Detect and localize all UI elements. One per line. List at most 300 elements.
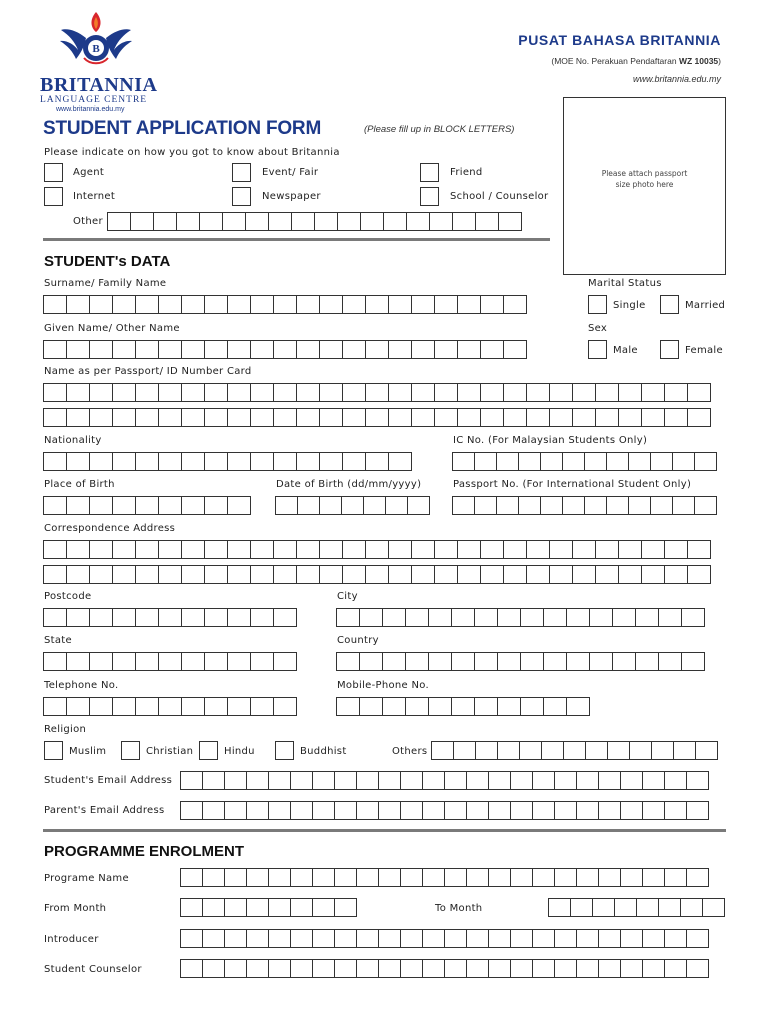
char-box[interactable]: [411, 383, 435, 402]
char-box[interactable]: [466, 801, 489, 820]
char-box[interactable]: [566, 608, 590, 627]
char-box[interactable]: [431, 741, 454, 760]
char-box[interactable]: [130, 212, 154, 231]
char-box[interactable]: [681, 652, 705, 671]
char-box[interactable]: [570, 898, 593, 917]
char-box[interactable]: [554, 801, 577, 820]
char-box[interactable]: [112, 383, 136, 402]
char-box[interactable]: [686, 801, 709, 820]
country-input[interactable]: [336, 652, 704, 671]
char-box[interactable]: [405, 652, 429, 671]
char-box[interactable]: [687, 540, 711, 559]
char-box[interactable]: [66, 340, 90, 359]
char-box[interactable]: [664, 959, 687, 978]
char-box[interactable]: [532, 801, 555, 820]
char-box[interactable]: [224, 801, 247, 820]
char-box[interactable]: [532, 959, 555, 978]
char-box[interactable]: [664, 771, 687, 790]
char-box[interactable]: [66, 496, 90, 515]
char-box[interactable]: [227, 697, 251, 716]
char-box[interactable]: [618, 540, 642, 559]
char-box[interactable]: [650, 452, 673, 471]
char-box[interactable]: [273, 383, 297, 402]
char-box[interactable]: [488, 929, 511, 948]
char-box[interactable]: [543, 697, 567, 716]
char-box[interactable]: [488, 959, 511, 978]
char-box[interactable]: [576, 801, 599, 820]
char-box[interactable]: [628, 452, 651, 471]
char-box[interactable]: [290, 771, 313, 790]
char-box[interactable]: [135, 540, 159, 559]
char-box[interactable]: [66, 295, 90, 314]
char-box[interactable]: [628, 496, 651, 515]
muslim-checkbox[interactable]: [44, 741, 63, 760]
char-box[interactable]: [356, 771, 379, 790]
char-box[interactable]: [112, 608, 136, 627]
programme-name-input[interactable]: [180, 868, 708, 887]
char-box[interactable]: [382, 697, 406, 716]
char-box[interactable]: [89, 652, 113, 671]
char-box[interactable]: [158, 697, 182, 716]
char-box[interactable]: [651, 741, 674, 760]
char-box[interactable]: [549, 383, 573, 402]
char-box[interactable]: [245, 212, 269, 231]
char-box[interactable]: [606, 452, 629, 471]
char-box[interactable]: [378, 929, 401, 948]
char-box[interactable]: [181, 295, 205, 314]
char-box[interactable]: [356, 929, 379, 948]
char-box[interactable]: [250, 408, 274, 427]
char-box[interactable]: [158, 565, 182, 584]
char-box[interactable]: [664, 801, 687, 820]
char-box[interactable]: [686, 868, 709, 887]
char-box[interactable]: [319, 408, 343, 427]
char-box[interactable]: [336, 608, 360, 627]
char-box[interactable]: [518, 496, 541, 515]
char-box[interactable]: [227, 565, 251, 584]
char-box[interactable]: [89, 340, 113, 359]
char-box[interactable]: [291, 212, 315, 231]
char-box[interactable]: [204, 565, 228, 584]
char-box[interactable]: [618, 383, 642, 402]
char-box[interactable]: [681, 608, 705, 627]
char-box[interactable]: [342, 540, 366, 559]
char-box[interactable]: [336, 652, 360, 671]
char-box[interactable]: [342, 408, 366, 427]
char-box[interactable]: [510, 929, 533, 948]
char-box[interactable]: [457, 340, 481, 359]
char-box[interactable]: [388, 408, 412, 427]
given-name-input[interactable]: [43, 340, 526, 359]
char-box[interactable]: [585, 741, 608, 760]
char-box[interactable]: [388, 565, 412, 584]
others-input[interactable]: [431, 741, 717, 760]
char-box[interactable]: [89, 295, 113, 314]
char-box[interactable]: [66, 697, 90, 716]
char-box[interactable]: [153, 212, 177, 231]
char-box[interactable]: [268, 212, 292, 231]
char-box[interactable]: [543, 608, 567, 627]
char-box[interactable]: [636, 898, 659, 917]
char-box[interactable]: [434, 295, 458, 314]
char-box[interactable]: [204, 540, 228, 559]
char-box[interactable]: [642, 929, 665, 948]
surname-input[interactable]: [43, 295, 526, 314]
char-box[interactable]: [451, 697, 475, 716]
char-box[interactable]: [246, 929, 269, 948]
school-checkbox[interactable]: [420, 187, 439, 206]
char-box[interactable]: [296, 295, 320, 314]
char-box[interactable]: [334, 868, 357, 887]
char-box[interactable]: [334, 898, 357, 917]
char-box[interactable]: [202, 771, 225, 790]
char-box[interactable]: [181, 540, 205, 559]
char-box[interactable]: [268, 898, 291, 917]
char-box[interactable]: [434, 340, 458, 359]
char-box[interactable]: [687, 565, 711, 584]
char-box[interactable]: [452, 452, 475, 471]
char-box[interactable]: [388, 340, 412, 359]
char-box[interactable]: [480, 383, 504, 402]
char-box[interactable]: [43, 295, 67, 314]
char-box[interactable]: [444, 801, 467, 820]
char-box[interactable]: [202, 959, 225, 978]
male-checkbox[interactable]: [588, 340, 607, 359]
char-box[interactable]: [199, 212, 223, 231]
char-box[interactable]: [275, 496, 298, 515]
char-box[interactable]: [227, 383, 251, 402]
char-box[interactable]: [474, 608, 498, 627]
char-box[interactable]: [664, 408, 688, 427]
char-box[interactable]: [510, 801, 533, 820]
char-box[interactable]: [411, 340, 435, 359]
char-box[interactable]: [686, 929, 709, 948]
char-box[interactable]: [89, 452, 113, 471]
char-box[interactable]: [694, 496, 717, 515]
char-box[interactable]: [466, 929, 489, 948]
passport-name-input-line-1[interactable]: [43, 383, 710, 402]
char-box[interactable]: [342, 565, 366, 584]
char-box[interactable]: [66, 540, 90, 559]
char-box[interactable]: [359, 652, 383, 671]
char-box[interactable]: [66, 408, 90, 427]
char-box[interactable]: [268, 801, 291, 820]
char-box[interactable]: [382, 652, 406, 671]
char-box[interactable]: [43, 340, 67, 359]
char-box[interactable]: [204, 408, 228, 427]
char-box[interactable]: [135, 496, 159, 515]
char-box[interactable]: [598, 929, 621, 948]
char-box[interactable]: [576, 771, 599, 790]
char-box[interactable]: [428, 697, 452, 716]
telephone-input[interactable]: [43, 697, 296, 716]
char-box[interactable]: [89, 540, 113, 559]
char-box[interactable]: [388, 452, 412, 471]
char-box[interactable]: [365, 408, 389, 427]
char-box[interactable]: [204, 340, 228, 359]
char-box[interactable]: [589, 608, 613, 627]
char-box[interactable]: [135, 295, 159, 314]
char-box[interactable]: [474, 652, 498, 671]
char-box[interactable]: [296, 565, 320, 584]
char-box[interactable]: [135, 565, 159, 584]
char-box[interactable]: [620, 771, 643, 790]
hindu-checkbox[interactable]: [199, 741, 218, 760]
friend-checkbox[interactable]: [420, 163, 439, 182]
char-box[interactable]: [518, 452, 541, 471]
char-box[interactable]: [474, 452, 497, 471]
char-box[interactable]: [112, 408, 136, 427]
char-box[interactable]: [89, 408, 113, 427]
char-box[interactable]: [66, 608, 90, 627]
char-box[interactable]: [480, 565, 504, 584]
char-box[interactable]: [428, 608, 452, 627]
char-box[interactable]: [496, 452, 519, 471]
char-box[interactable]: [246, 801, 269, 820]
char-box[interactable]: [181, 697, 205, 716]
char-box[interactable]: [268, 959, 291, 978]
char-box[interactable]: [365, 452, 389, 471]
char-box[interactable]: [181, 452, 205, 471]
char-box[interactable]: [672, 452, 695, 471]
char-box[interactable]: [337, 212, 361, 231]
char-box[interactable]: [202, 868, 225, 887]
char-box[interactable]: [204, 652, 228, 671]
char-box[interactable]: [520, 697, 544, 716]
char-box[interactable]: [158, 608, 182, 627]
char-box[interactable]: [549, 565, 573, 584]
char-box[interactable]: [503, 383, 527, 402]
char-box[interactable]: [224, 929, 247, 948]
char-box[interactable]: [618, 565, 642, 584]
char-box[interactable]: [273, 697, 297, 716]
char-box[interactable]: [519, 741, 542, 760]
char-box[interactable]: [595, 383, 619, 402]
char-box[interactable]: [422, 959, 445, 978]
char-box[interactable]: [664, 540, 688, 559]
char-box[interactable]: [319, 383, 343, 402]
char-box[interactable]: [290, 959, 313, 978]
char-box[interactable]: [429, 212, 453, 231]
char-box[interactable]: [702, 898, 725, 917]
char-box[interactable]: [204, 295, 228, 314]
char-box[interactable]: [181, 496, 205, 515]
char-box[interactable]: [452, 212, 476, 231]
passport-no-input[interactable]: [452, 496, 716, 515]
student-email-input[interactable]: [180, 771, 708, 790]
char-box[interactable]: [618, 408, 642, 427]
char-box[interactable]: [66, 383, 90, 402]
char-box[interactable]: [250, 652, 274, 671]
char-box[interactable]: [312, 771, 335, 790]
char-box[interactable]: [503, 408, 527, 427]
char-box[interactable]: [452, 496, 475, 515]
char-box[interactable]: [319, 452, 343, 471]
char-box[interactable]: [650, 496, 673, 515]
char-box[interactable]: [296, 340, 320, 359]
char-box[interactable]: [635, 608, 659, 627]
char-box[interactable]: [246, 868, 269, 887]
char-box[interactable]: [334, 801, 357, 820]
char-box[interactable]: [314, 212, 338, 231]
char-box[interactable]: [664, 929, 687, 948]
char-box[interactable]: [466, 868, 489, 887]
char-box[interactable]: [341, 496, 364, 515]
char-box[interactable]: [532, 929, 555, 948]
char-box[interactable]: [135, 608, 159, 627]
char-box[interactable]: [43, 697, 67, 716]
buddhist-checkbox[interactable]: [275, 741, 294, 760]
char-box[interactable]: [66, 565, 90, 584]
char-box[interactable]: [695, 741, 718, 760]
char-box[interactable]: [400, 868, 423, 887]
char-box[interactable]: [595, 540, 619, 559]
char-box[interactable]: [312, 959, 335, 978]
char-box[interactable]: [686, 771, 709, 790]
char-box[interactable]: [135, 340, 159, 359]
dob-input[interactable]: [275, 496, 429, 515]
char-box[interactable]: [43, 652, 67, 671]
char-box[interactable]: [444, 959, 467, 978]
char-box[interactable]: [334, 959, 357, 978]
char-box[interactable]: [388, 540, 412, 559]
char-box[interactable]: [227, 408, 251, 427]
char-box[interactable]: [181, 408, 205, 427]
char-box[interactable]: [629, 741, 652, 760]
char-box[interactable]: [614, 898, 637, 917]
char-box[interactable]: [598, 959, 621, 978]
char-box[interactable]: [273, 652, 297, 671]
char-box[interactable]: [457, 565, 481, 584]
char-box[interactable]: [554, 868, 577, 887]
char-box[interactable]: [66, 452, 90, 471]
introducer-input[interactable]: [180, 929, 708, 948]
char-box[interactable]: [572, 408, 596, 427]
char-box[interactable]: [181, 383, 205, 402]
char-box[interactable]: [158, 652, 182, 671]
char-box[interactable]: [382, 608, 406, 627]
char-box[interactable]: [526, 383, 550, 402]
char-box[interactable]: [641, 565, 665, 584]
char-box[interactable]: [686, 959, 709, 978]
char-box[interactable]: [296, 540, 320, 559]
char-box[interactable]: [400, 929, 423, 948]
char-box[interactable]: [250, 340, 274, 359]
char-box[interactable]: [378, 801, 401, 820]
char-box[interactable]: [532, 868, 555, 887]
char-box[interactable]: [112, 452, 136, 471]
char-box[interactable]: [112, 540, 136, 559]
char-box[interactable]: [554, 771, 577, 790]
char-box[interactable]: [451, 608, 475, 627]
char-box[interactable]: [510, 771, 533, 790]
char-box[interactable]: [642, 868, 665, 887]
char-box[interactable]: [112, 295, 136, 314]
char-box[interactable]: [480, 295, 504, 314]
char-box[interactable]: [474, 697, 498, 716]
char-box[interactable]: [405, 608, 429, 627]
char-box[interactable]: [475, 212, 499, 231]
char-box[interactable]: [224, 959, 247, 978]
char-box[interactable]: [466, 959, 489, 978]
char-box[interactable]: [475, 741, 498, 760]
char-box[interactable]: [641, 408, 665, 427]
internet-checkbox[interactable]: [44, 187, 63, 206]
char-box[interactable]: [89, 565, 113, 584]
char-box[interactable]: [526, 565, 550, 584]
char-box[interactable]: [342, 383, 366, 402]
char-box[interactable]: [422, 868, 445, 887]
char-box[interactable]: [180, 929, 203, 948]
char-box[interactable]: [112, 697, 136, 716]
char-box[interactable]: [89, 608, 113, 627]
char-box[interactable]: [444, 771, 467, 790]
char-box[interactable]: [319, 540, 343, 559]
char-box[interactable]: [607, 741, 630, 760]
char-box[interactable]: [562, 452, 585, 471]
char-box[interactable]: [554, 959, 577, 978]
char-box[interactable]: [664, 868, 687, 887]
char-box[interactable]: [246, 898, 269, 917]
char-box[interactable]: [598, 801, 621, 820]
char-box[interactable]: [89, 697, 113, 716]
char-box[interactable]: [365, 383, 389, 402]
char-box[interactable]: [227, 652, 251, 671]
char-box[interactable]: [411, 408, 435, 427]
char-box[interactable]: [642, 959, 665, 978]
char-box[interactable]: [388, 383, 412, 402]
postcode-input[interactable]: [43, 608, 296, 627]
char-box[interactable]: [319, 496, 342, 515]
char-box[interactable]: [422, 771, 445, 790]
char-box[interactable]: [312, 929, 335, 948]
char-box[interactable]: [158, 452, 182, 471]
char-box[interactable]: [181, 608, 205, 627]
char-box[interactable]: [642, 771, 665, 790]
married-checkbox[interactable]: [660, 295, 679, 314]
char-box[interactable]: [204, 383, 228, 402]
char-box[interactable]: [365, 540, 389, 559]
char-box[interactable]: [497, 741, 520, 760]
char-box[interactable]: [268, 771, 291, 790]
char-box[interactable]: [385, 496, 408, 515]
char-box[interactable]: [334, 771, 357, 790]
char-box[interactable]: [158, 496, 182, 515]
char-box[interactable]: [135, 383, 159, 402]
char-box[interactable]: [319, 340, 343, 359]
char-box[interactable]: [540, 496, 563, 515]
char-box[interactable]: [434, 540, 458, 559]
char-box[interactable]: [202, 898, 225, 917]
char-box[interactable]: [563, 741, 586, 760]
char-box[interactable]: [497, 697, 521, 716]
char-box[interactable]: [378, 771, 401, 790]
char-box[interactable]: [250, 452, 274, 471]
char-box[interactable]: [543, 652, 567, 671]
char-box[interactable]: [457, 383, 481, 402]
char-box[interactable]: [336, 697, 360, 716]
newspaper-checkbox[interactable]: [232, 187, 251, 206]
counselor-input[interactable]: [180, 959, 708, 978]
char-box[interactable]: [428, 652, 452, 671]
other-input[interactable]: [107, 212, 521, 231]
char-box[interactable]: [480, 340, 504, 359]
char-box[interactable]: [540, 452, 563, 471]
char-box[interactable]: [673, 741, 696, 760]
char-box[interactable]: [290, 801, 313, 820]
char-box[interactable]: [526, 540, 550, 559]
char-box[interactable]: [296, 383, 320, 402]
